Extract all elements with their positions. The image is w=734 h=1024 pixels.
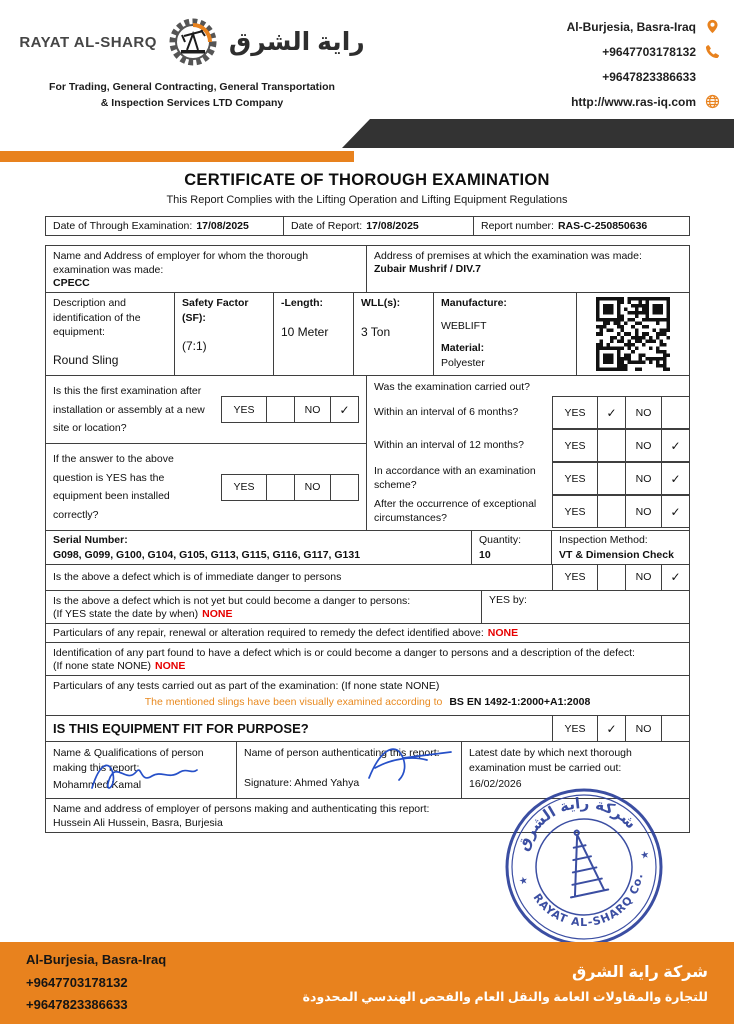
footer-arabic-description: للتجارة والمقاولات العامة والنقل العام والفحص الهندسي المحدودة	[302, 990, 708, 1004]
serial-number-cell	[46, 531, 471, 564]
carried-6-months-yesno	[552, 396, 690, 429]
carried-12-months-question: Within an interval of 12 months?	[374, 438, 524, 451]
carried-row-scheme	[367, 462, 689, 495]
equipment-desc-label: Description and identification of the equipment:	[53, 297, 141, 338]
fit-yes-checkbox: ✓	[597, 716, 625, 741]
report-maker-value: Mohammed Kamal	[53, 778, 142, 791]
tagline-line-2: & Inspection Services LTD Company	[100, 96, 284, 109]
contact-phone-1	[567, 39, 720, 64]
report-maker-label: Name & Qualifications of person making this report:	[53, 747, 204, 774]
footer-contact-block	[26, 949, 166, 1017]
manufacture-cell	[433, 293, 576, 375]
carried-scheme-no-checkbox: ✓	[661, 463, 689, 494]
carried-exceptional-yes-checkbox	[597, 496, 625, 527]
carried-12-months-yes-checkbox	[597, 430, 625, 461]
header-orange-band	[0, 151, 354, 162]
fit-for-purpose-yesno	[552, 716, 689, 741]
stamp-star-left: ★	[518, 875, 530, 888]
authenticator-signature-label: Signature: Ahmed Yahya	[244, 776, 360, 789]
contact-website-text: http://www.ras-iq.com	[571, 94, 696, 109]
exam-date-value: 17/08/2025	[196, 220, 249, 232]
defect-identification-value: NONE	[155, 660, 186, 673]
row-equipment	[46, 292, 689, 375]
immediate-danger-no-checkbox: ✓	[661, 565, 689, 590]
manufacture-label: Manufacture:	[441, 297, 507, 310]
future-danger-value: NONE	[202, 608, 233, 621]
immediate-danger-question: Is the above a defect which is of immediate danger to persons	[53, 571, 342, 584]
row-fit-for-purpose	[46, 715, 689, 741]
stamp-star-right: ★	[639, 849, 651, 862]
first-exam-yes-label: YES	[233, 403, 255, 416]
row-serial-number	[46, 530, 689, 564]
carried-exceptional-question: After the occurrence of exceptional circumstances?	[374, 497, 537, 524]
icon-spacer	[705, 69, 720, 84]
material-label: Material:	[441, 341, 485, 354]
employer-label: Name and Address of employer for whom the thorough examination was made:	[53, 250, 309, 277]
contact-phone-1-text: +9647703178132	[602, 44, 696, 59]
serial-number-value: G098, G099, G100, G104, G105, G113, G115, G116, G117, G131	[53, 548, 361, 561]
no-label: NO	[625, 496, 661, 527]
manufacture-value: WEBLIFT	[441, 319, 487, 332]
future-danger-hint: (If YES state the date by when)	[53, 608, 199, 621]
tagline-line-1: For Trading, General Contracting, General Transportation	[49, 81, 335, 93]
first-exam-yesno	[221, 396, 359, 423]
footer-address: Al-Burjesia, Basra-Iraq	[26, 951, 167, 967]
certificate-title: CERTIFICATE OF THOROUGH EXAMINATION	[184, 171, 550, 189]
yes-label: YES	[564, 472, 586, 485]
repair-question: Particulars of any repair, renewal or alteration required to remedy the defect identified above:	[53, 627, 484, 640]
carried-6-months-yes-checkbox: ✓	[597, 397, 625, 428]
defect-identification-cell	[46, 643, 689, 675]
defect-identification-hint: (If none state NONE)	[53, 660, 152, 673]
yes-by-cell: YES by:	[481, 591, 689, 623]
gear-pumpjack-logo-icon	[167, 16, 219, 68]
qr-cell	[576, 293, 689, 375]
qr-code	[596, 297, 670, 371]
no-label: NO	[625, 716, 661, 741]
row-future-danger	[46, 590, 689, 623]
tests-standard: BS EN 1492-1:2000+A1:2008	[449, 696, 591, 709]
signature-maker	[84, 750, 202, 798]
carried-out-header: Was the examination carried out?	[374, 381, 531, 394]
report-number-label: Report number:	[481, 220, 554, 232]
first-exam-no-checkbox: ✓	[330, 397, 358, 422]
yes-label: YES	[564, 439, 586, 452]
carried-12-months-no-checkbox: ✓	[661, 430, 689, 461]
carried-row-6-months	[367, 396, 689, 429]
yes-label: YES	[564, 505, 586, 518]
carried-6-months-question: Within an interval of 6 months?	[374, 405, 519, 418]
length-label: -Length:	[281, 297, 323, 310]
installed-yes-checkbox	[266, 475, 294, 500]
report-date-label: Date of Report:	[291, 220, 363, 232]
row-employer	[46, 246, 689, 292]
carried-scheme-yes-checkbox	[597, 463, 625, 494]
exam-date-field	[46, 217, 283, 235]
next-exam-label: Latest date by which next thorough examination must be carried out:	[469, 747, 632, 774]
row-repair	[46, 623, 689, 642]
immediate-danger-yesno	[552, 565, 689, 590]
report-number-value: RAS-C-250850636	[557, 220, 648, 232]
row-tests	[46, 675, 689, 715]
employer-cell	[46, 246, 366, 292]
premises-cell	[366, 246, 689, 292]
report-number-field	[473, 217, 689, 235]
defect-identification-question: Identification of any part found to have a defect which is or could become a danger to persons and a description of the defect:	[53, 647, 635, 660]
contact-address-text: Al-Burjesia, Basra-Iraq	[566, 19, 696, 34]
material-value: Polyester	[441, 356, 485, 369]
tests-note: The mentioned slings have been visually examined according to	[144, 696, 443, 709]
carried-12-months-yesno	[552, 429, 690, 462]
installed-yes-label: YES	[233, 481, 255, 494]
brand-name-latin: RAYAT AL-SHARQ	[19, 33, 157, 51]
title-block	[0, 171, 734, 206]
phone-icon	[705, 44, 720, 59]
report-authenticator-cell	[236, 742, 461, 798]
equipment-desc-cell	[46, 293, 174, 375]
fit-for-purpose-question: IS THIS EQUIPMENT FIT FOR PURPOSE?	[53, 721, 309, 737]
oil-derrick-icon	[558, 827, 609, 898]
brand-name-arabic: راية الشرق	[228, 28, 365, 56]
company-logo	[16, 16, 368, 112]
inspection-method-cell	[551, 531, 689, 564]
next-exam-value: 16/02/2026	[469, 777, 522, 790]
wll-cell	[353, 293, 433, 375]
carried-exceptional-no-checkbox: ✓	[661, 496, 689, 527]
employer-authenticating-value: Hussein Ali Hussein, Basra, Burjesia	[53, 816, 223, 829]
length-cell	[273, 293, 353, 375]
wll-label: WLL(s):	[361, 297, 401, 310]
inspection-method-label: Inspection Method:	[559, 533, 648, 546]
yes-label: YES	[564, 722, 586, 735]
safety-factor-cell	[174, 293, 273, 375]
report-date-value: 17/08/2025	[366, 220, 419, 232]
header-dark-band	[342, 119, 734, 148]
no-label: NO	[625, 463, 661, 494]
quantity-value: 10	[479, 548, 491, 561]
immediate-danger-yes-checkbox	[597, 565, 625, 590]
globe-icon	[705, 94, 720, 109]
safety-factor-value: (7:1)	[182, 338, 207, 353]
wll-value: 3 Ton	[361, 324, 391, 339]
employer-authenticating-label: Name and address of employer of persons making and authenticating this report:	[53, 803, 430, 816]
installed-correctly-question-block	[46, 443, 366, 530]
first-exam-question-block	[46, 376, 366, 443]
certificate-subtitle: This Report Complies with the Lifting Operation and Lifting Equipment Regulations	[166, 194, 568, 206]
quantity-cell	[471, 531, 551, 564]
inspection-method-value: VT & Dimension Check	[559, 548, 674, 561]
dates-table	[45, 216, 690, 236]
repair-value: NONE	[487, 627, 519, 640]
examination-right-column	[366, 376, 689, 530]
footer-arabic-block	[303, 962, 708, 1004]
no-label: NO	[625, 565, 661, 590]
length-value: 10 Meter	[281, 324, 329, 339]
installed-no-label: NO	[294, 475, 330, 500]
yes-label: YES	[564, 406, 586, 419]
exam-date-label: Date of Through Examination:	[53, 220, 193, 232]
main-table	[45, 245, 690, 833]
repair-cell	[46, 624, 689, 642]
serial-number-label: Serial Number:	[53, 533, 128, 546]
carried-exceptional-yesno	[552, 495, 690, 528]
equipment-desc-value: Round Sling	[53, 352, 119, 367]
svg-text:شركة راية الشرق	[506, 782, 643, 856]
footer-arabic-company-name: شركة راية الشرق	[571, 964, 708, 981]
employer-value: CPECC	[53, 277, 90, 290]
row-immediate-danger	[46, 564, 689, 590]
tests-cell	[46, 676, 689, 715]
stamp-latin-text: RAYAT AL-SHARQ Co.	[530, 872, 646, 930]
future-danger-question: Is the above a defect which is not yet but could become a danger to persons:	[53, 594, 411, 607]
first-exam-yes-checkbox	[266, 397, 294, 422]
installed-no-checkbox	[330, 475, 358, 500]
contact-address	[567, 14, 720, 39]
company-stamp	[483, 766, 685, 968]
tests-question: Particulars of any tests carried out as part of the examination: (If none state NONE)	[53, 680, 440, 693]
company-tagline	[16, 80, 368, 112]
fit-no-checkbox	[661, 716, 689, 741]
contact-phone-2-text: +9647823386633	[602, 69, 696, 84]
report-authenticator-label: Name of person authenticating this report:	[244, 747, 440, 760]
carried-row-exceptional	[367, 495, 689, 528]
premises-value: Zubair Mushrif / DIV.7	[374, 263, 481, 276]
contact-phone-2	[567, 64, 720, 89]
first-exam-no-label: NO	[294, 397, 330, 422]
footer	[0, 942, 734, 1024]
report-maker-cell	[46, 742, 236, 798]
premises-label: Address of premises at which the examination was made:	[374, 250, 642, 262]
carried-scheme-question: In accordance with an examination scheme?	[374, 464, 536, 491]
footer-phone-2: +9647823386633	[26, 997, 128, 1013]
no-label: NO	[625, 430, 661, 461]
installed-correctly-question: If the answer to the above question is YES has the equipment been installed correctly?	[53, 453, 174, 521]
footer-phone-1: +9647703178132	[26, 974, 128, 990]
carried-row-12-months	[367, 429, 689, 462]
signature-authenticator	[363, 740, 455, 784]
future-danger-cell	[46, 591, 481, 623]
examination-left-column	[46, 376, 366, 530]
certificate-body	[45, 216, 690, 833]
installed-correctly-yesno	[221, 474, 359, 501]
yes-label: YES	[564, 571, 586, 584]
first-exam-question: Is this the first examination after installation or assembly at a new site or location?	[53, 385, 205, 435]
safety-factor-label: Safety Factor (SF):	[182, 297, 249, 324]
header	[0, 0, 734, 166]
report-date-field	[283, 217, 473, 235]
no-label: NO	[625, 397, 661, 428]
contact-website	[567, 89, 720, 114]
row-examination	[46, 375, 689, 530]
location-pin-icon	[705, 19, 720, 34]
row-defect-identification	[46, 642, 689, 675]
stamp-arabic-text: شركة راية الشرق	[513, 793, 640, 854]
quantity-label: Quantity:	[479, 533, 522, 546]
carried-6-months-no-checkbox	[661, 397, 689, 428]
carried-scheme-yesno	[552, 462, 690, 495]
